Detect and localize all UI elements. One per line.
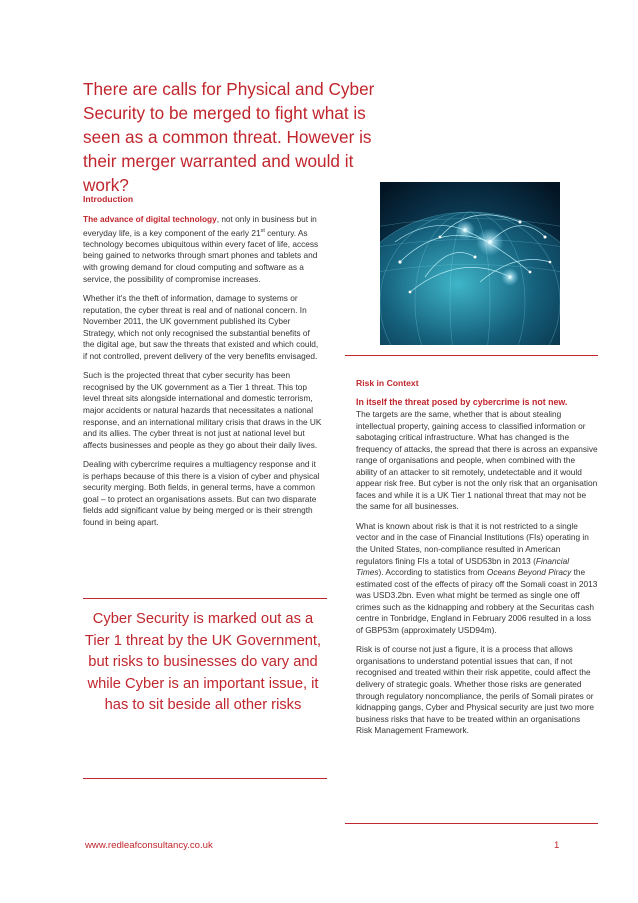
introduction-heading: Introduction [83,194,134,204]
risk-heading: Risk in Context [356,378,419,388]
pullquote-bottom-rule [83,778,327,779]
risk-column [356,378,598,745]
pullquote-top-rule [83,598,327,599]
introduction-column [83,194,323,536]
citation-financial-times: Financial Times [356,555,570,578]
risk-p2-text-a: What is known about risk is that it is not restricted to a single vector and in the case of Financial Institutions (FIs) operating in the United States, non-compliance resulted in American regulators fining FIs a total of USD53bn in 2013 ( [356,520,589,566]
risk-section-bottom-rule [345,823,598,824]
intro-paragraph-4: Dealing with cybercrime requires a multiagency response and it is perhaps because of this there is a vision of cyber and physical security merging. Both fields, in general terms, have a common goal – to protect an organisations assets. But can two disparate fields add significant value by being merged or is their strength found in being apart. [83,459,320,527]
intro-paragraph-3: Such is the projected threat that cyber security has been recognised by the UK government as a Tier 1 threat. This top level threat sits alongside international and domestic terrorism, major accidents or natural hazards that necessitates a national response, and an international military crisis that draws in the UK and its allies. The cyber threat is not just at national level but affects businesses and people as they go about their daily lives. [83,370,322,450]
intro-paragraph-1 [83,214,323,285]
risk-p2-text-c: the estimated cost of the effects of piracy off the Somali coast in 2013 was USD3.2bn. Even what might be termed as single one off crimes such as the kidnapping and robbery at the Securitas cash centre in Tonbridge, England in February 2006 resulted in a loss of GBP53m (approximately USD94m). [356,567,598,635]
intro-p1-text-b: century. As technology becomes ubiquitous within every facet of life, access being gained to networks through smart phones and tablets and with growing demand for cloud computing and software as a service, the possibility of compromise increases. [83,227,319,284]
intro-p1-text-a: , not only in business but in everyday life, is a key component of the early 21 [83,214,317,238]
risk-paragraph-2 [356,521,598,636]
globe-network-image [380,182,560,345]
headline: There are calls for Physical and Cyber Security to be merged to fight what is seen as a common threat. However is their merger warranted and would it work? [83,79,375,195]
intro-p1-sup: st [260,227,265,234]
risk-paragraph-3: Risk is of course not just a figure, it is a process that allows organisations to understand potential issues that can, if not recognised and treated within their risk appetite, could affect the delivery of strategic goals. Whether those risks are generated through regulatory noncompliance, the perils of Somali pirates or kidnapping gangs, Cyber and Physical security are just two more business risks that have to be treated within an organisations Risk Management Framework. [356,644,594,736]
citation-oceans-beyond-piracy: Oceans Beyond Piracy [486,567,572,578]
page-number: 1 [554,840,560,851]
intro-paragraph-2: Whether it's the theft of information, damage to systems or reputation, the cyber threat is real and of national concern. In November 2011, the UK government published its Cyber Strategy, which not only recognised the substantial benefits of the digital age, but saw the threats that existed and which could, if not controlled, prevent delivery of the very benefits envisaged. [83,293,319,361]
risk-section-top-rule [345,355,598,356]
footer-website-url: www.redleafconsultancy.co.uk [85,840,213,851]
pull-quote: Cyber Security is marked out as a Tier 1 threat by the UK Government, but risks to businesses do vary and while Cyber is an important issue, it has to sit beside all other risks [84,611,322,713]
risk-lead: In itself the threat posed by cybercrime is not new. [356,397,568,407]
risk-p2-text-b: ). According to statistics from [378,567,487,578]
risk-paragraph-1: The targets are the same, whether that is about stealing intellectual property, gaining access to classified information or sabotaging critical infrastructure. What has changed is the frequency of attacks, the spread that there is across an expansive range of organisations and people, when combined with the ability of an attacker to sit remotely, undetectable and it would appear risk free. But cyber is not the only risk that an organisation faces and while it is a UK Tier 1 national threat that may not be the same for all businesses. [356,409,598,512]
intro-lead: The advance of digital technology [83,214,217,224]
